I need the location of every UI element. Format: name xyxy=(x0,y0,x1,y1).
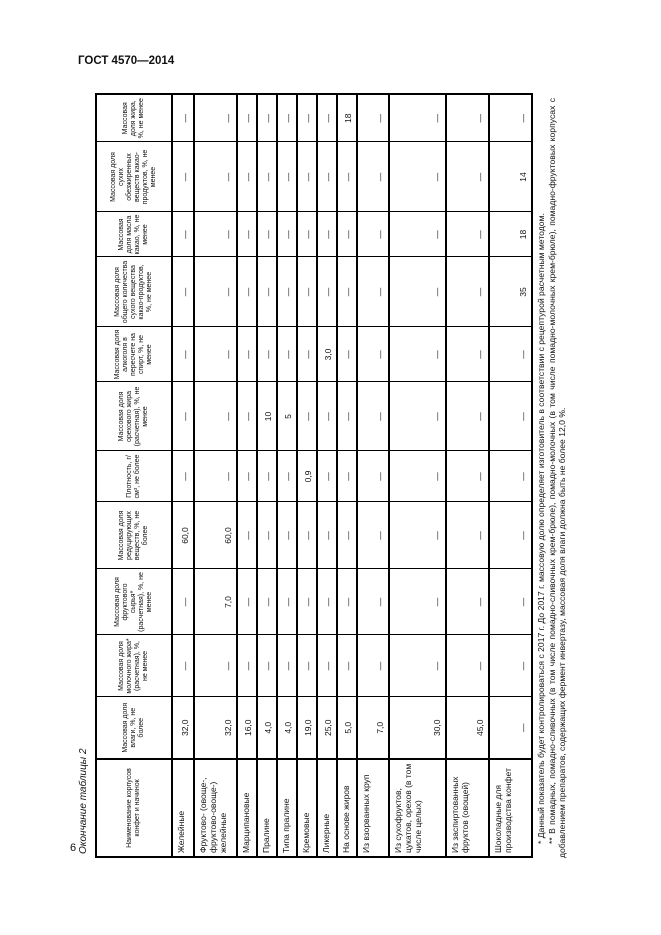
table-cell: — xyxy=(194,94,237,142)
table-cell: — xyxy=(337,142,357,212)
table-cell: — xyxy=(489,451,532,502)
table-cell: — xyxy=(257,635,277,697)
table-row xyxy=(172,94,194,857)
table-cell: 4,0 xyxy=(277,697,297,759)
table-cell: — xyxy=(389,257,446,327)
column-header: Массовая доля редуцирующих веществ, %, не более xyxy=(96,502,172,569)
table-cell: — xyxy=(317,569,337,635)
table-cell: — xyxy=(257,327,277,382)
row-name: Из заспиртованных фруктов (овощей) xyxy=(446,759,489,857)
table-cell: 7,0 xyxy=(194,569,237,635)
table-cell: — xyxy=(317,94,337,142)
table-cell: — xyxy=(297,327,317,382)
row-name: На основе жиров xyxy=(337,759,357,857)
table-cell: — xyxy=(194,451,237,502)
rotated-table-section xyxy=(78,95,578,860)
table-cell: 45,0 xyxy=(446,697,489,759)
table-cell: — xyxy=(489,697,532,759)
table-cell: — xyxy=(297,569,317,635)
column-header: Наименование корпусов конфет и начинок xyxy=(96,759,172,857)
table-cell: — xyxy=(446,382,489,451)
table-cell: — xyxy=(389,382,446,451)
table-cell: — xyxy=(277,257,297,327)
table-cell: — xyxy=(257,451,277,502)
table-body xyxy=(172,94,532,857)
table-row xyxy=(237,94,257,857)
table-cell: — xyxy=(389,327,446,382)
table-cell: — xyxy=(172,382,194,451)
row-name: Кремовые xyxy=(297,759,317,857)
table-cell: — xyxy=(389,569,446,635)
table-cell: — xyxy=(489,327,532,382)
column-header: Плотность, г/см³, не более xyxy=(96,451,172,502)
table-cell: 14 xyxy=(489,142,532,212)
table-row xyxy=(257,94,277,857)
table-cell: — xyxy=(297,635,317,697)
table-cell: — xyxy=(317,212,337,257)
table-cell: — xyxy=(337,257,357,327)
table-cell: — xyxy=(297,382,317,451)
row-name: Из сухофруктов, цукатов, орехов (в том числе целых) xyxy=(389,759,446,857)
table-row xyxy=(277,94,297,857)
table-cell: — xyxy=(172,142,194,212)
table-cell: — xyxy=(237,502,257,569)
table-cell: 3,0 xyxy=(317,327,337,382)
table-cell: — xyxy=(446,502,489,569)
table-cell: — xyxy=(277,569,297,635)
table-cell: — xyxy=(317,382,337,451)
table-cell: 30,0 xyxy=(389,697,446,759)
table-cell: — xyxy=(172,257,194,327)
table-cell: — xyxy=(446,451,489,502)
page-number: 6 xyxy=(70,842,77,854)
table-cell: — xyxy=(297,212,317,257)
table-cell: — xyxy=(317,635,337,697)
column-header: Массовая доля влаги, %, не более xyxy=(96,697,172,759)
table-cell: — xyxy=(257,212,277,257)
table-cell: — xyxy=(257,569,277,635)
table-cell: — xyxy=(446,142,489,212)
table-cell: — xyxy=(389,451,446,502)
row-name: Типа пралине xyxy=(277,759,297,857)
table-cell: — xyxy=(337,327,357,382)
table-cell: — xyxy=(277,635,297,697)
table-cell: — xyxy=(194,142,237,212)
table-cell: — xyxy=(277,94,297,142)
table-cell: — xyxy=(297,142,317,212)
column-header: Массовая доля жира, %, не менее xyxy=(96,94,172,142)
table-cell: 32,0 xyxy=(172,697,194,759)
table-cell: — xyxy=(357,635,389,697)
table-cell: — xyxy=(237,94,257,142)
row-name: Ликерные xyxy=(317,759,337,857)
table-cell: — xyxy=(446,569,489,635)
footnote-2: ** В помадных, помадно-сливочных (в том числе помадно-сливочных крем-брюле), помадно-молочных (в том числе помадно-молочных крем-брюле), помадно-фруктовых корпусах с добавлением препаратов, содержащих фермент инвертазу, массовая доля влаги должна быть не более 12,0 %. xyxy=(546,98,567,858)
table-cell: — xyxy=(194,382,237,451)
table-cell: — xyxy=(357,212,389,257)
table-cell: — xyxy=(489,502,532,569)
table-cell: — xyxy=(277,502,297,569)
table-cell: — xyxy=(194,212,237,257)
table-cell: — xyxy=(172,451,194,502)
row-name: Из взорванных круп xyxy=(357,759,389,857)
table-cell: — xyxy=(337,635,357,697)
table-cell: — xyxy=(297,502,317,569)
table-cell: — xyxy=(357,382,389,451)
table-cell: — xyxy=(357,569,389,635)
table-cell: — xyxy=(446,94,489,142)
table-cell: — xyxy=(489,569,532,635)
table-cell: — xyxy=(337,382,357,451)
table-cell: — xyxy=(277,451,297,502)
table-cell: 7,0 xyxy=(357,697,389,759)
column-header: Массовая доля орехового жира (расчетная), %, не менее xyxy=(96,382,172,451)
table-cell: — xyxy=(237,569,257,635)
column-header: Массовая доля фруктового сырья* (расчетная), %, не менее xyxy=(96,569,172,635)
table-cell: 25,0 xyxy=(317,697,337,759)
table-row xyxy=(297,94,317,857)
table-cell: — xyxy=(172,635,194,697)
table-cell: — xyxy=(237,382,257,451)
table-cell: 18 xyxy=(337,94,357,142)
table-cell: — xyxy=(237,635,257,697)
table-cell: — xyxy=(257,502,277,569)
table-cell: — xyxy=(357,502,389,569)
table-cell: — xyxy=(337,212,357,257)
table-cell: — xyxy=(446,212,489,257)
table-cell: 18 xyxy=(489,212,532,257)
table-cell: — xyxy=(357,451,389,502)
table-cell: — xyxy=(237,451,257,502)
column-header: Массовая доля общего количества сухого вещества какао-продуктов, %, не менее xyxy=(96,257,172,327)
table-cell: — xyxy=(446,257,489,327)
table-header-row xyxy=(96,94,172,857)
table-cell: — xyxy=(172,327,194,382)
table-cell: — xyxy=(172,94,194,142)
table-cell: — xyxy=(237,212,257,257)
footnotes xyxy=(536,98,568,858)
table-cell: — xyxy=(257,142,277,212)
table-cell: — xyxy=(172,212,194,257)
table-cell: — xyxy=(257,94,277,142)
table-cell: — xyxy=(194,327,237,382)
table-row xyxy=(337,94,357,857)
table-cell: — xyxy=(317,142,337,212)
table-row xyxy=(489,94,532,857)
table-cell: — xyxy=(389,94,446,142)
requirements-table xyxy=(95,93,533,858)
table-cell: — xyxy=(194,257,237,327)
table-cell: — xyxy=(317,451,337,502)
row-name: Фруктово- (овоще-, фруктово-овоще-) желейные xyxy=(194,759,237,857)
row-name: Желейные xyxy=(172,759,194,857)
table-cell: — xyxy=(337,569,357,635)
table-cell: — xyxy=(389,142,446,212)
table-cell: — xyxy=(317,257,337,327)
table-cell: 60,0 xyxy=(172,502,194,569)
table-cell: 10 xyxy=(257,382,277,451)
row-name: Шоколадные для производства конфет xyxy=(489,759,532,857)
table-cell: — xyxy=(357,257,389,327)
table-cell: 5,0 xyxy=(337,697,357,759)
table-cell: 35 xyxy=(489,257,532,327)
table-cell: — xyxy=(337,502,357,569)
table-cell: 4,0 xyxy=(257,697,277,759)
table-cell: — xyxy=(357,94,389,142)
table-row xyxy=(317,94,337,857)
table-cell: — xyxy=(489,94,532,142)
footnote-1: * Данный показатель будет контролироваться с 2017 г. До 2017 г. массовую долю определяет изготовитель в соответствии с рецептурой расчетным методом. xyxy=(536,213,546,844)
table-cell: — xyxy=(389,212,446,257)
document-code: ГОСТ 4570—2014 xyxy=(78,55,175,67)
table-cell: — xyxy=(237,257,257,327)
table-cell: — xyxy=(317,502,337,569)
table-cell: 5 xyxy=(277,382,297,451)
table-cell: — xyxy=(297,94,317,142)
table-cell: — xyxy=(194,635,237,697)
column-header: Массовая доля масла какао, %, не менее xyxy=(96,212,172,257)
table-cell: — xyxy=(297,257,317,327)
table-cell: — xyxy=(172,569,194,635)
table-row xyxy=(194,94,237,857)
table-cell: 0,9 xyxy=(297,451,317,502)
table-row xyxy=(357,94,389,857)
table-cell: — xyxy=(357,327,389,382)
table-cell: — xyxy=(277,212,297,257)
table-row xyxy=(389,94,446,857)
column-header: Массовая доля сухих обезжиренных веществ какао-продуктов, %, не менее xyxy=(96,142,172,212)
column-header: Массовая доля молочного жира* (расчетная), %, не менее xyxy=(96,635,172,697)
row-name: Пралине xyxy=(257,759,277,857)
table-cell: — xyxy=(277,142,297,212)
table-cell: 32,0 xyxy=(194,697,237,759)
table-cell: — xyxy=(237,327,257,382)
table-cell: 16,0 xyxy=(237,697,257,759)
table-cell: — xyxy=(446,635,489,697)
table-cell: — xyxy=(257,257,277,327)
table-cell: 19,0 xyxy=(297,697,317,759)
table-caption: Окончание таблицы 2 xyxy=(78,748,89,854)
table-cell: — xyxy=(389,502,446,569)
table-cell: 60,0 xyxy=(194,502,237,569)
row-name: Марципановые xyxy=(237,759,257,857)
table-cell: — xyxy=(357,142,389,212)
table-cell: — xyxy=(237,142,257,212)
table-row xyxy=(446,94,489,857)
table-cell: — xyxy=(277,327,297,382)
table-cell: — xyxy=(446,327,489,382)
table-cell: — xyxy=(489,635,532,697)
table-cell: — xyxy=(389,635,446,697)
column-header: Массовая доля алкоголя в пересчете на спирт, %, не менее xyxy=(96,327,172,382)
table-cell: — xyxy=(337,451,357,502)
table-cell: — xyxy=(489,382,532,451)
